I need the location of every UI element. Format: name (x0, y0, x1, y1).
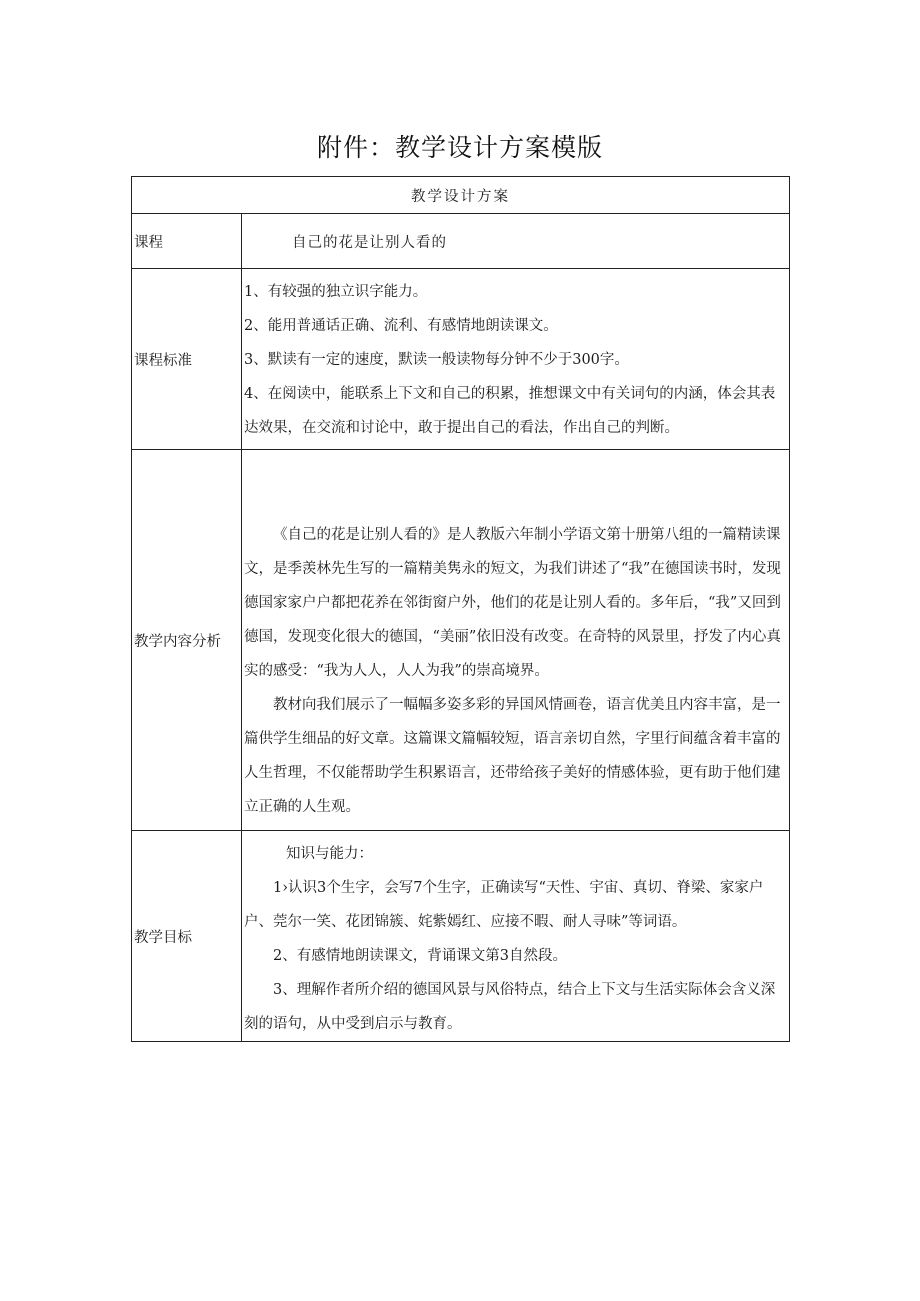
content-analysis-cell (242, 450, 790, 831)
standards-cell (242, 269, 790, 450)
goal-item: 3、理解作者所介绍的德国风景与风俗特点，结合上下文与生活实际体会含义深刻的语句，从中受到启示与教育。 (244, 982, 776, 1032)
table-header: 教学设计方案 (132, 177, 790, 214)
analysis-paragraph: 教材向我们展示了一幅幅多姿多彩的异国风情画卷，语言优美且内容丰富，是一篇供学生细品的好文章。这篇课文篇幅较短，语言亲切自然，字里行间蕴含着丰富的人生哲理，不仅能帮助学生积累语言，还带给孩子美好的情感体验，更有助于他们建立正确的人生观。 (244, 697, 781, 815)
table-header-row (132, 177, 790, 214)
standards-label: 课程标准 (132, 269, 242, 450)
page-title: 附件：教学设计方案模版 (316, 133, 603, 162)
content-analysis-row (132, 450, 790, 831)
standard-item: 4、在阅读中，能联系上下文和自己的积累，推想课文中有关词句的内涵，体会其表达效果，在交流和讨论中，敢于提出自己的看法，作出自己的判断。 (244, 386, 776, 436)
standard-item: 3、默读有一定的速度，默读一般读物每分钟不少于300字。 (244, 352, 629, 368)
goals-row (132, 831, 790, 1042)
lesson-plan-table (131, 176, 790, 1042)
goals-cell (242, 831, 790, 1042)
goal-item: 2、有感情地朗读课文，背诵课文第3自然段。 (273, 948, 567, 964)
course-value: 自己的花是让别人看的 (242, 214, 790, 269)
course-row (132, 214, 790, 269)
course-label: 课程 (132, 214, 242, 269)
analysis-paragraph: 《自己的花是让别人看的》是人教版六年制小学语文第十册第八组的一篇精读课文，是季羡林先生写的一篇精美隽永的短文，为我们讲述了“我”在德国读书时，发现德国家家户户都把花养在邻街窗户外，他们的花是让别人看的。多年后，“我”又回到德国，发现变化很大的德国，“美丽”依旧没有改变。在奇特的风景里，抒发了内心真实的感受：“我为人人，人人为我”的崇高境界。 (244, 527, 781, 679)
goal-item: 1›认识3个生字，会写7个生字，正确读写“天性、宇宙、真切、脊梁、家家户户、莞尔一笑、花团锦簇、姹紫嫣红、应接不暇、耐人寻味”等词语。 (244, 880, 764, 930)
content-analysis-label: 教学内容分析 (132, 450, 242, 831)
standard-item: 2、能用普通话正确、流利、有感情地朗读课文。 (244, 318, 558, 334)
goals-label: 教学目标 (132, 831, 242, 1042)
standards-row (132, 269, 790, 450)
goals-heading: 知识与能力： (286, 846, 373, 862)
standard-item: 1、有较强的独立识字能力。 (244, 284, 428, 300)
